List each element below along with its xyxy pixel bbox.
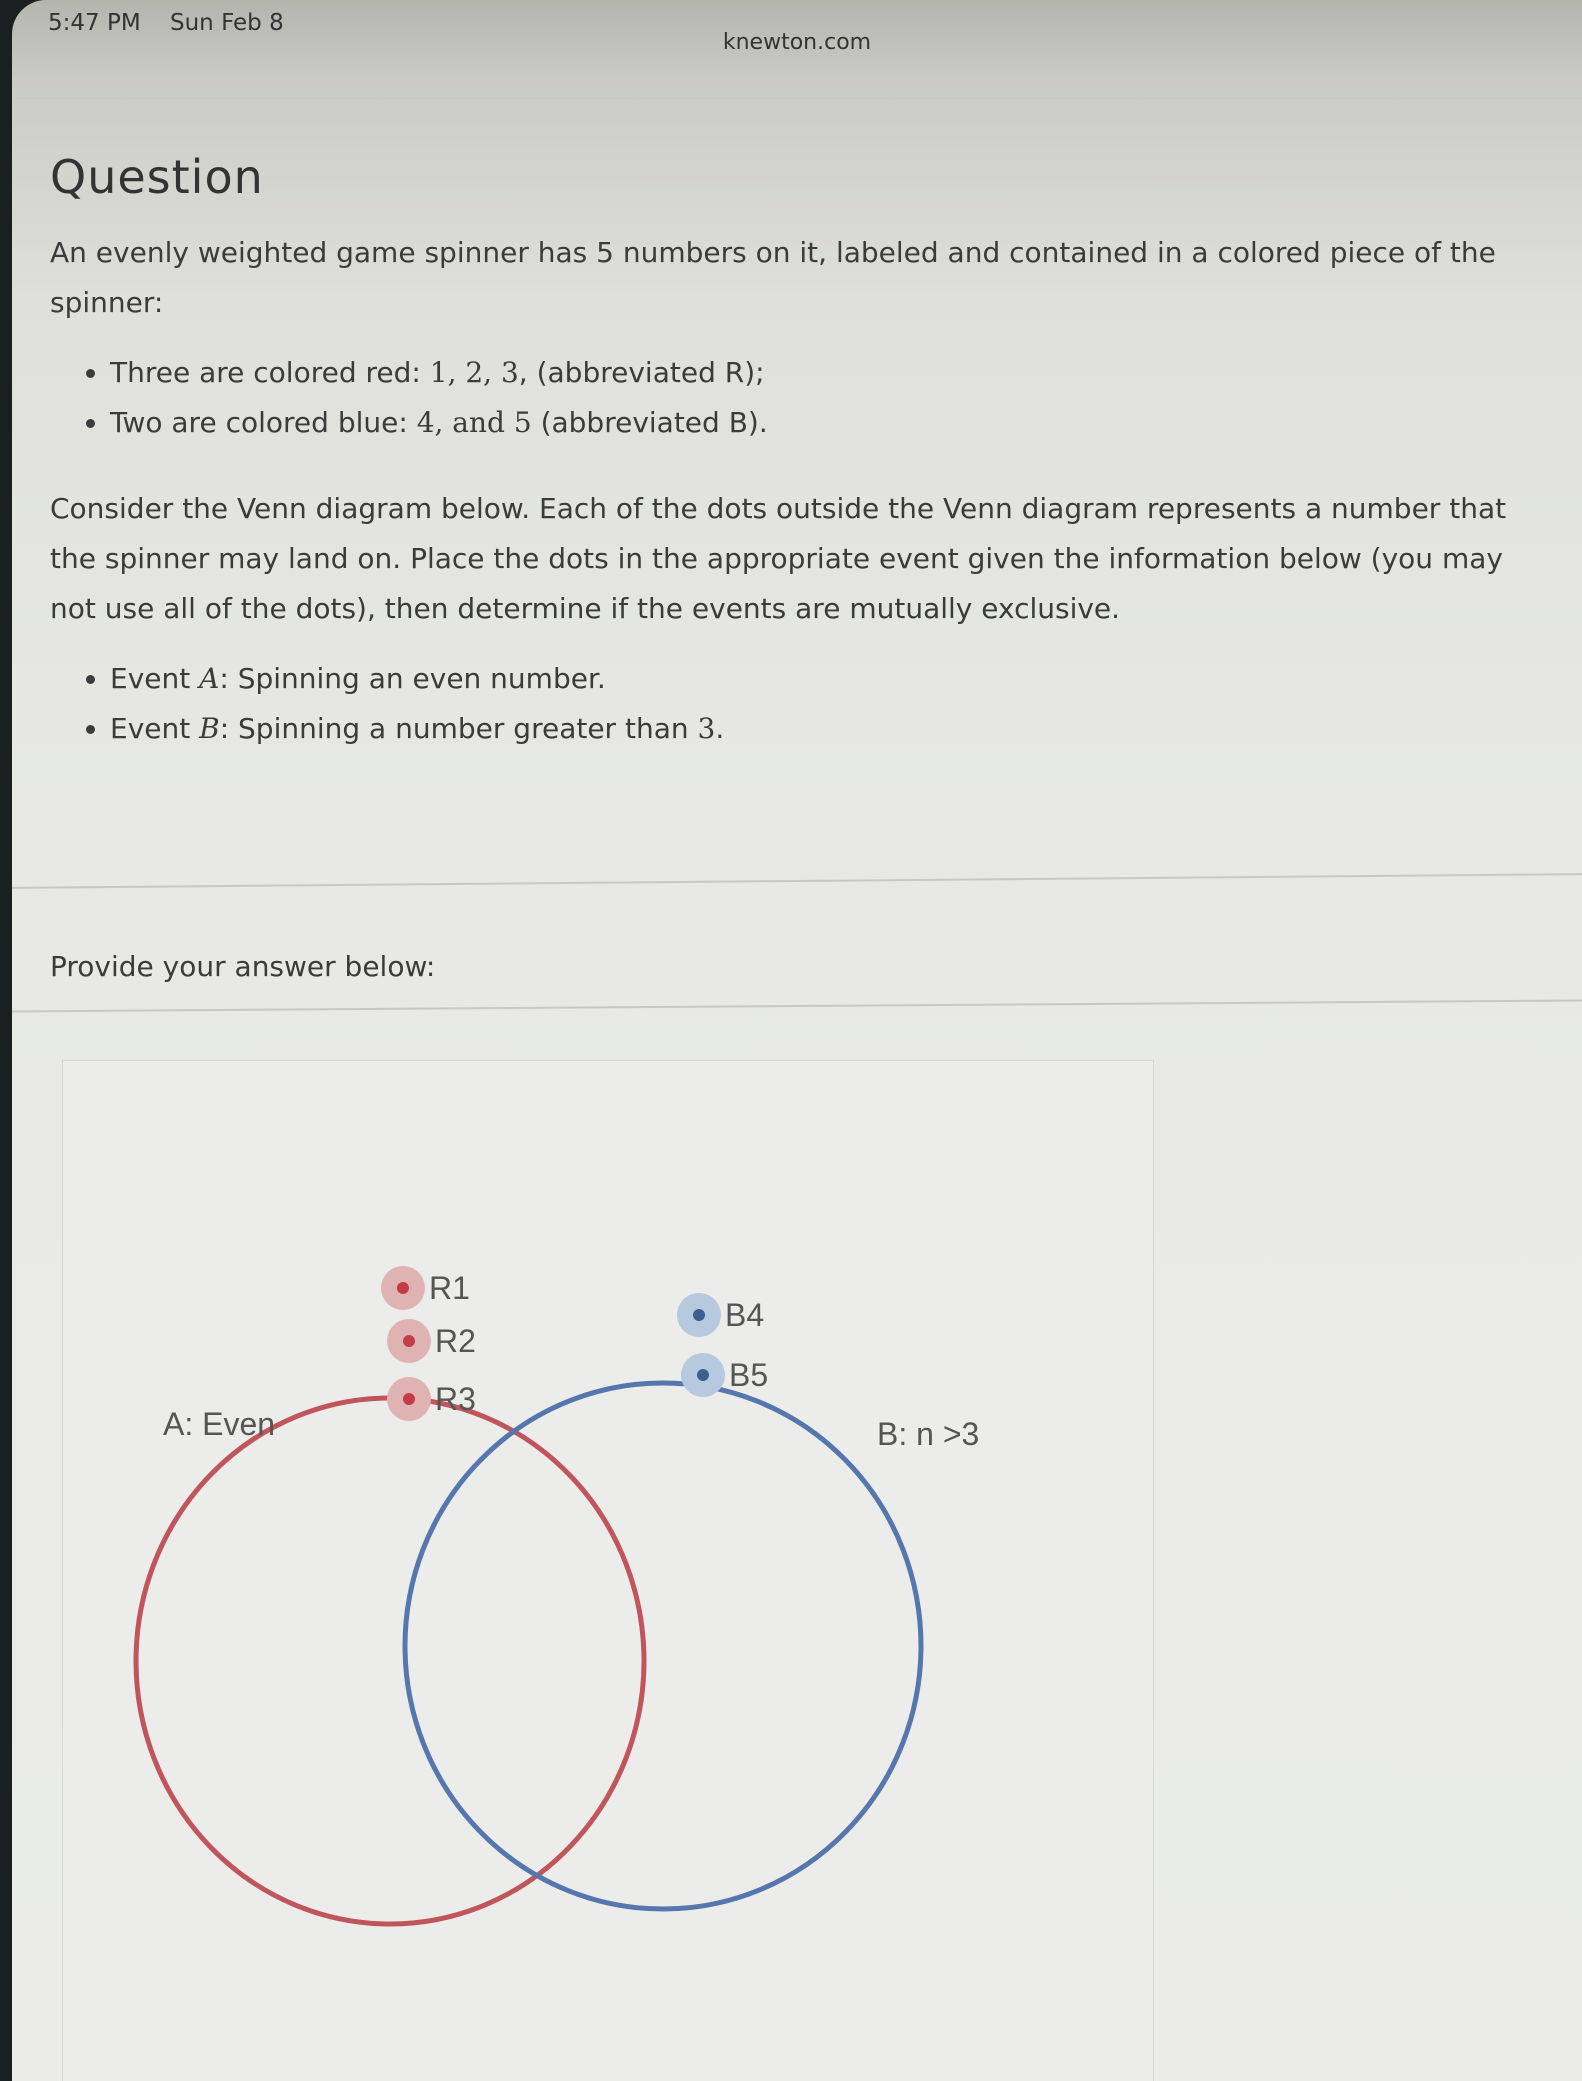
blue-dot-icon <box>677 1293 721 1337</box>
answer-label: Provide your answer below: <box>50 950 436 983</box>
question-intro: An evenly weighted game spinner has 5 numbers on it, labeled and contained in a colored piece of the spinner: <box>50 236 1496 319</box>
header-divider <box>12 98 1582 99</box>
color-item-blue: • Two are colored blue: 4, and 5 (abbreviated B). <box>110 398 1550 448</box>
dot-r1[interactable]: R1 <box>381 1266 470 1310</box>
dot-b4[interactable]: B4 <box>677 1293 764 1337</box>
venn-diagram-area[interactable] <box>62 1060 1154 2081</box>
section-divider <box>12 873 1582 889</box>
red-dot-icon <box>387 1319 431 1363</box>
red-dot-icon <box>381 1266 425 1310</box>
question-panel <box>50 150 1550 790</box>
color-list <box>50 348 1550 448</box>
event-a: • Event A: Spinning an even number. <box>110 654 1550 704</box>
set-b-circle[interactable] <box>405 1383 921 1909</box>
dot-r3[interactable]: R3 <box>387 1377 476 1421</box>
tablet-screen <box>12 0 1582 2081</box>
set-a-label: A: Even <box>163 1406 276 1442</box>
status-time: 5:47 PM <box>48 10 141 36</box>
venn-circles <box>63 1061 1153 2081</box>
set-a-circle[interactable] <box>136 1398 644 1924</box>
dot-r2[interactable]: R2 <box>387 1319 476 1363</box>
color-item-red: • Three are colored red: 1, 2, 3, (abbreviated R); <box>110 348 1550 398</box>
answer-divider <box>12 1000 1582 1013</box>
status-date: Sun Feb 8 <box>170 10 284 36</box>
dot-b5[interactable]: B5 <box>681 1353 768 1397</box>
instructions: Consider the Venn diagram below. Each of the dots outside the Venn diagram represents a number that the spinner may land on. Place the dots in the appropriate event given the information below (you may not use all of the dots), then determine if the events are mutually exclusive. <box>50 492 1507 625</box>
question-heading: Question <box>50 150 264 204</box>
blue-dot-icon <box>681 1353 725 1397</box>
red-dot-icon <box>387 1377 431 1421</box>
event-list <box>50 654 1550 754</box>
url-bar[interactable]: knewton.com <box>722 30 872 55</box>
set-b-label: B: n >3 <box>877 1416 980 1452</box>
event-b: • Event B: Spinning a number greater than 3. <box>110 704 1550 754</box>
